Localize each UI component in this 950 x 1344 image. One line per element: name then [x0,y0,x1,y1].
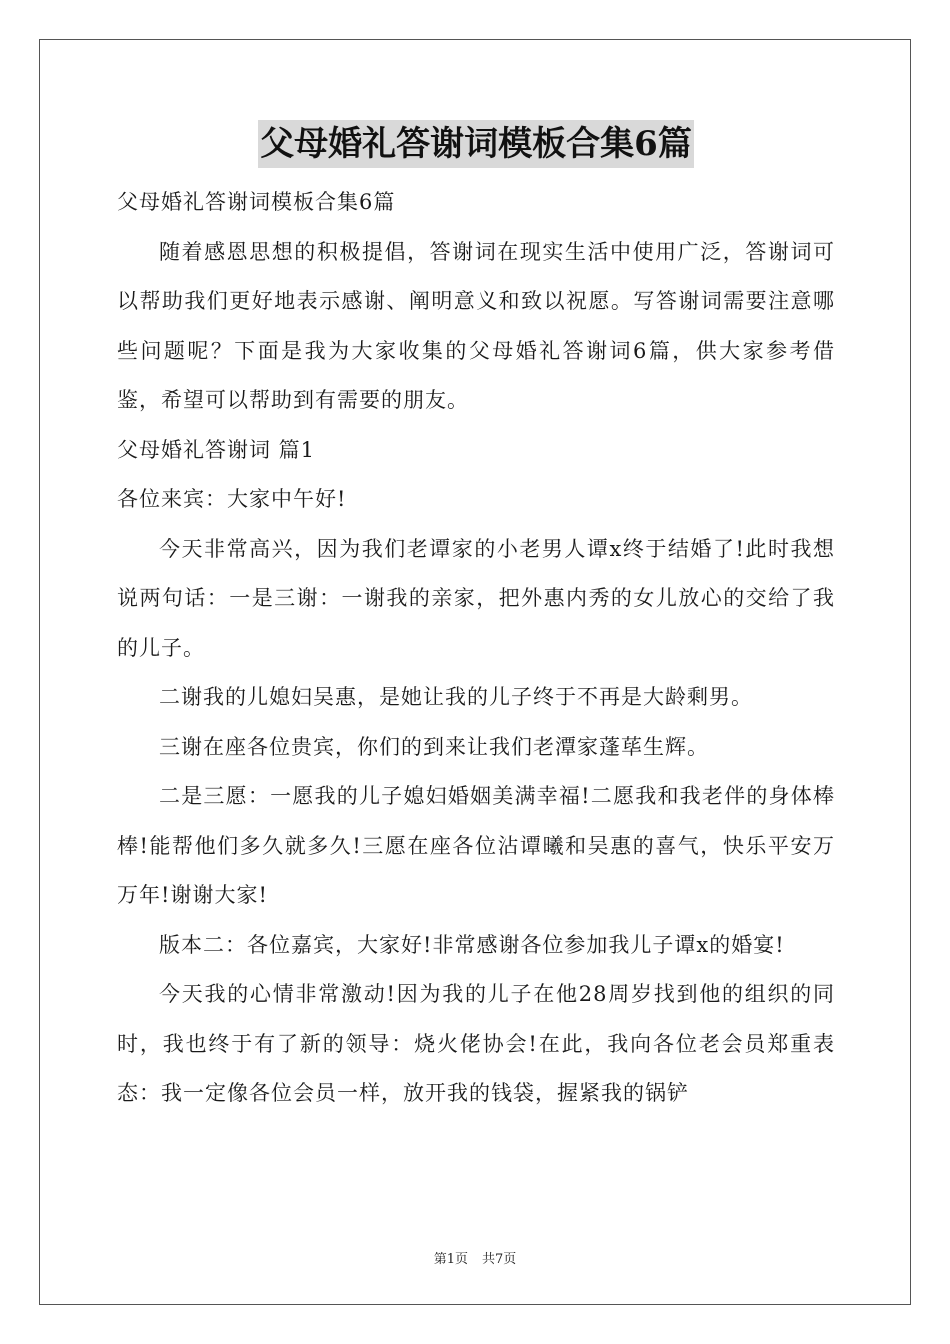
title-block [117,120,835,168]
document-title: 父母婚礼答谢词模板合集6篇 [258,120,694,168]
page-footer [0,1248,950,1267]
paragraph-body: 今天非常高兴，因为我们老谭家的小老男人谭x终于结婚了!此时我想说两句话：一是三谢：一谢我的亲家，把外惠内秀的女儿放心的交给了我的儿子。 [117,536,835,660]
section-heading: 父母婚礼答谢词 篇1 [117,437,316,462]
paragraph-body: 二谢我的儿媳妇吴惠，是她让我的儿子终于不再是大龄剩男。 [159,685,753,709]
paragraph-intro: 随着感恩思想的积极提倡，答谢词在现实生活中使用广泛，答谢词可以帮助我们更好地表示感谢、阐明意义和致以祝愿。写答谢词需要注意哪些问题呢？下面是我为大家收集的父母婚礼答谢词6篇，供大家参考借鉴，希望可以帮助到有需要的朋友。 [117,239,835,412]
document-body [117,120,835,1119]
page-number-total: 共7页 [482,1252,517,1267]
paragraph-subtitle: 父母婚礼答谢词模板合集6篇 [117,190,396,214]
page-number-current: 第1页 [433,1252,468,1267]
paragraph-greeting: 各位来宾：大家中午好! [117,487,347,511]
paragraph-body: 二是三愿：一愿我的儿子媳妇婚姻美满幸福!二愿我和我老伴的身体棒棒!能帮他们多久就多久!三愿在座各位沾谭曦和吴惠的喜气，快乐平安万万年!谢谢大家! [117,784,835,907]
paragraph-body: 三谢在座各位贵宾，你们的到来让我们老潭家蓬荜生辉。 [159,734,709,759]
paragraph-body: 版本二：各位嘉宾，大家好!非常感谢各位参加我儿子谭x的婚宴! [159,932,785,957]
paragraph-body: 今天我的心情非常激动!因为我的儿子在他28周岁找到他的组织的同时，我也终于有了新的领导：烧火佬协会!在此，我向各位老会员郑重表态：我一定像各位会员一样，放开我的钱袋，握紧我的锅铲 [117,982,835,1105]
